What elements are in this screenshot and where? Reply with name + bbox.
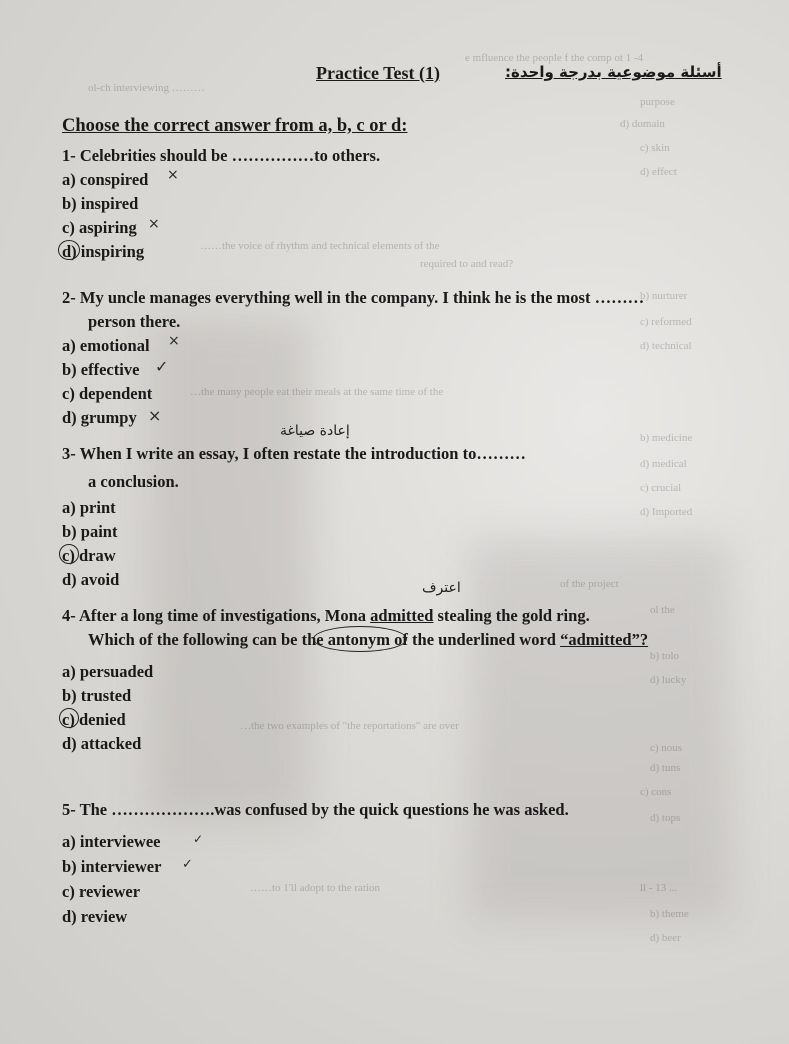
bleed-through: d) tuns: [650, 762, 681, 774]
answer-circle: [59, 544, 79, 564]
question-4-option-a: a) persuaded: [62, 662, 154, 681]
question-1-option-c: c) aspiring: [62, 218, 137, 237]
question-2-stem-cont: person there.: [88, 312, 181, 331]
bleed-through: ol-ch interviewing ………: [88, 82, 205, 94]
page-title: Practice Test (1): [316, 63, 440, 83]
instruction: Choose the correct answer from a, b, c or d:: [62, 116, 408, 136]
question-5-option-a: a) interviewee: [62, 832, 161, 851]
cross-mark: ×: [148, 216, 160, 232]
bleed-through: e mfluence the people f the comp ot 1 -4: [465, 52, 644, 64]
bleed-through: …the many people eat their meals at the same time of the: [190, 386, 444, 398]
cross-mark: ×: [167, 167, 179, 183]
bleed-through: b) tolo: [650, 650, 680, 662]
bleed-through: c) crucial: [640, 482, 682, 494]
bleed-through: c) skin: [640, 142, 670, 154]
question-2-option-b: b) effective: [62, 360, 140, 379]
question-4-stem-pre: 4- After a long time of investigations, Mona: [62, 606, 371, 625]
question-1-option-a: a) conspired: [62, 170, 149, 189]
bleed-through: ol the: [650, 604, 675, 616]
bleed-through: d) tops: [650, 812, 681, 824]
question-3-option-a: a) print: [62, 498, 116, 517]
bleed-through: d) Imported: [640, 506, 693, 518]
bleed-through: purpose: [640, 96, 675, 108]
bleed-through: d) lucky: [650, 674, 687, 686]
question-2-option-d: d) grumpy: [62, 408, 137, 427]
question-3-option-d: d) avoid: [62, 570, 120, 589]
question-1-stem: 1- Celebrities should be ……………to others.: [62, 146, 381, 165]
question-5-option-d: d) review: [62, 907, 128, 926]
bleed-through: b) medicine: [640, 432, 693, 444]
question-5-stem: 5- The ……………….was confused by the quick questions he was asked.: [62, 800, 569, 819]
bleed-through: b) theme: [650, 908, 689, 920]
question-3-stem-cont: a conclusion.: [88, 472, 179, 491]
bleed-through: d) technical: [640, 340, 692, 352]
question-1-option-b: b) inspired: [62, 194, 139, 213]
question-4-stem: [62, 606, 590, 626]
underlined-word: admitted: [370, 606, 434, 625]
bleed-through: required to and read?: [420, 258, 514, 270]
bleed-through: …the two examples of "the reportations" are over: [240, 720, 459, 732]
bleed-through: d) medical: [640, 458, 687, 470]
cross-mark: ×: [148, 406, 162, 425]
question-3-option-b: b) paint: [62, 522, 118, 541]
bleed-through: c) cons: [640, 786, 672, 798]
bleed-through: d) beer: [650, 932, 681, 944]
check-mark: ✓: [155, 357, 169, 376]
answer-circle: [58, 240, 80, 260]
bleed-through: ll - 13 ...: [640, 882, 678, 894]
question-3-stem: 3- When I write an essay, I often restate the introduction to………: [62, 444, 526, 463]
bleed-through: ……the voice of rhythm and technical elements of the: [200, 240, 440, 252]
question-4-option-d: d) attacked: [62, 734, 142, 753]
cross-mark: ×: [168, 333, 180, 349]
answer-circle: [59, 708, 79, 728]
question-4-stem-post: stealing the gold ring.: [433, 606, 590, 625]
check-mark: ✓: [182, 857, 193, 872]
question-5-option-b: b) interviewer: [62, 857, 162, 876]
question-2-option-c: c) dependent: [62, 384, 153, 403]
bleed-through: c) nous: [650, 742, 683, 754]
check-mark: ✓: [193, 832, 204, 846]
bleed-through: c) reformed: [640, 316, 692, 328]
question-1-option-d: d) inspiring: [62, 242, 145, 261]
question-5-option-c: c) reviewer: [62, 882, 141, 901]
quoted-word: “admitted”?: [560, 630, 649, 649]
bleed-through: ……to 1'll adopt to the ration: [250, 882, 380, 894]
handwritten-note: اعترف: [422, 580, 461, 596]
antonym-circle: [313, 626, 407, 652]
question-3-option-c: c) draw: [62, 546, 116, 565]
question-4-option-b: b) trusted: [62, 686, 132, 705]
bleed-through: of the project: [560, 578, 619, 590]
handwritten-note: إعادة صياغة: [280, 423, 350, 439]
question-2-option-a: a) emotional: [62, 336, 150, 355]
question-4-cont-pre: Which of the following can be the antonym of the underlined word: [88, 630, 561, 649]
arabic-section-title: أسئلة موضوعية بدرجة واحدة:: [505, 63, 722, 81]
question-2-stem: 2- My uncle manages everything well in the company. I think he is the most ………: [62, 288, 645, 307]
bleed-through: d) effect: [640, 166, 677, 178]
bleed-through: d) domain: [620, 118, 665, 130]
question-4-option-c: c) denied: [62, 710, 126, 729]
bleed-through: b) nurturer: [640, 290, 688, 302]
shadow-area: [470, 540, 730, 920]
